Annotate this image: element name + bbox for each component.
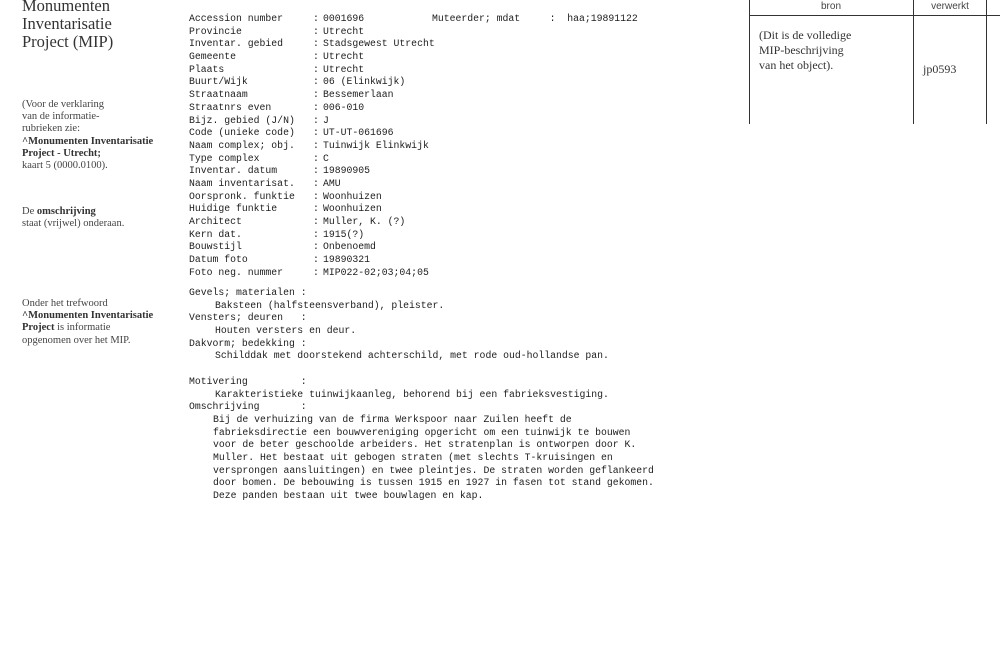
field-label: Accession number	[189, 13, 284, 24]
desc-line: MIP-beschrijving	[759, 43, 844, 57]
field-value: Utrecht	[323, 25, 365, 37]
field-label: Kern dat.	[189, 228, 242, 240]
record-row	[189, 267, 435, 280]
field-value: Muller, K. (?)	[323, 216, 406, 227]
desc-line: van het object).	[759, 58, 834, 72]
left-sidebar	[0, 0, 175, 649]
field-separator: :	[313, 13, 319, 24]
note-line: rubrieken zie:	[22, 123, 81, 135]
note-line: Onder het trefwoord	[22, 298, 108, 309]
note-bold-line: ^Monumenten Inventarisatie	[22, 135, 154, 147]
description-line: Bij de verhuizing van de firma Werkspoor naar Zuilen heeft de	[213, 413, 572, 425]
note-bold-line: Project - Utrecht;	[22, 147, 101, 159]
table-header-divider	[749, 15, 1000, 16]
record-row	[189, 165, 435, 178]
field-value: Onbenoemd	[323, 241, 376, 253]
mutation-label: Muteerder; mdat	[432, 13, 521, 24]
field-separator: :	[313, 114, 319, 126]
field-value: Tuinwijk Elinkwijk	[323, 139, 429, 151]
field-value: 19890321	[323, 254, 371, 266]
field-value: MIP022-02;03;04;05	[323, 266, 429, 278]
field-label: Naam complex; obj.	[189, 139, 295, 151]
field-separator: :	[313, 216, 319, 227]
field-value: Stadsgewest Utrecht	[323, 38, 435, 50]
table-border	[913, 0, 914, 124]
section-value-dakvorm: Schilddak met doorstekend achterschild, met rode oud-hollandse pan.	[215, 350, 609, 362]
table-border	[986, 0, 987, 124]
field-separator: :	[313, 76, 319, 88]
field-value: Woonhuizen	[323, 190, 382, 202]
field-separator: :	[313, 203, 319, 215]
note-line: kaart 5 (0000.0100).	[22, 160, 108, 172]
field-label: Provincie	[189, 25, 242, 37]
field-value: 06 (Elinkwijk)	[323, 76, 406, 88]
record-sections	[189, 287, 654, 503]
field-label: Huidige funktie	[189, 203, 278, 215]
field-separator: :	[313, 139, 319, 151]
description-body	[189, 414, 654, 503]
note-line: is informatie	[54, 322, 111, 334]
record-row	[189, 153, 435, 166]
note-line: (Voor de verklaring	[22, 99, 105, 110]
table-border	[749, 0, 750, 124]
title-line: Project (MIP)	[22, 32, 114, 51]
mutation-info: Muteerder; mdat : haa;19891122	[432, 13, 638, 24]
field-separator: :	[313, 25, 319, 37]
title-line: Monumenten	[22, 0, 110, 15]
field-value: UT-UT-061696	[323, 127, 394, 139]
source-description	[759, 28, 851, 73]
record-fields	[189, 13, 435, 279]
column-header-verwerkt: verwerkt	[931, 1, 969, 12]
section-heading-motivering: Motivering :	[189, 375, 307, 387]
field-separator: :	[313, 127, 319, 139]
field-value: 006-010	[323, 101, 365, 113]
field-label: Gemeente	[189, 51, 237, 63]
note-bold-word: omschrijving	[36, 206, 96, 217]
field-label: Datum foto	[189, 254, 248, 266]
record-row	[189, 140, 435, 153]
note-explanation	[22, 99, 153, 172]
section-heading-dakvorm: Dakvorm; bedekking :	[189, 337, 307, 349]
record-row	[189, 89, 435, 102]
record-row	[189, 76, 435, 89]
record-row	[189, 254, 435, 267]
record-row	[189, 178, 435, 191]
note-line: van de informatie-	[22, 111, 100, 123]
description-line: fabrieksdirectie een bouwvereniging opgericht om een tuinwijk te bouwen	[213, 426, 631, 438]
processed-code: jp0593	[923, 62, 957, 76]
field-label: Inventar. gebied	[189, 38, 284, 50]
record-row	[189, 115, 435, 128]
field-separator: :	[313, 241, 319, 253]
field-value: 0001696	[323, 13, 365, 24]
record-row	[189, 64, 435, 77]
section-heading-vensters: Vensters; deuren :	[189, 312, 307, 324]
note-bold-word: Project	[22, 322, 55, 334]
record-row	[189, 102, 435, 115]
section-value-gevels: Baksteen (halfsteensverband), pleister.	[215, 299, 445, 311]
field-value: J	[323, 114, 329, 126]
description-line: voor de beter geschoolde arbeiders. Het stratenplan is ontworpen door K.	[213, 439, 637, 451]
field-value: Utrecht	[323, 63, 365, 75]
field-separator: :	[313, 38, 319, 50]
note-prefix: De	[22, 206, 37, 217]
field-separator: :	[313, 190, 319, 202]
field-label: Architect	[189, 216, 242, 227]
field-separator: :	[313, 51, 319, 63]
note-line: opgenomen over het MIP.	[22, 334, 131, 346]
record-row	[189, 229, 435, 242]
section-value-vensters: Houten versters en deur.	[215, 325, 357, 337]
record-row	[189, 38, 435, 51]
note-line: staat (vrijwel) onderaan.	[22, 218, 125, 230]
field-label: Oorspronk. funktie	[189, 190, 295, 202]
desc-line: (Dit is de volledige	[759, 28, 852, 42]
field-label: Straatnrs even	[189, 101, 272, 113]
section-heading-gevels: Gevels; materialen :	[189, 287, 307, 298]
description-line: versprongen aansluitingen) en twee pleintjes. De straten worden geflankeerd	[213, 464, 654, 476]
field-value: 1915(?)	[323, 228, 365, 240]
field-label: Straatnaam	[189, 89, 248, 101]
record-row	[189, 191, 435, 204]
field-label: Type complex	[189, 152, 260, 164]
note-keyword	[22, 298, 153, 347]
record-row	[189, 51, 435, 64]
field-label: Foto neg. nummer	[189, 266, 284, 278]
note-description	[22, 206, 124, 230]
field-label: Naam inventarisat.	[189, 177, 295, 189]
note-bold-line: ^Monumenten Inventarisatie	[22, 310, 154, 322]
record-row	[189, 13, 435, 26]
record-row	[189, 216, 435, 229]
field-label: Plaats	[189, 63, 225, 75]
field-value: C	[323, 152, 329, 164]
field-value: Utrecht	[323, 51, 365, 63]
spacer	[189, 363, 654, 376]
source-table	[749, 0, 1000, 124]
record-row	[189, 203, 435, 216]
field-separator: :	[313, 254, 319, 266]
record-row	[189, 26, 435, 39]
page-title	[22, 0, 113, 51]
field-separator: :	[313, 177, 319, 189]
field-label: Bouwstijl	[189, 241, 242, 253]
title-line: Inventarisatie	[22, 14, 112, 33]
field-separator: :	[313, 228, 319, 240]
column-header-bron: bron	[820, 1, 841, 12]
mutation-value: haa;19891122	[567, 13, 638, 24]
field-value: AMU	[323, 177, 341, 189]
description-line: Muller. Het bestaat uit gebogen straten (met slechts T-kruisingen en	[213, 451, 613, 463]
field-value: 19890905	[323, 165, 371, 177]
field-separator: :	[313, 89, 319, 101]
field-separator: :	[313, 63, 319, 75]
description-line: door bomen. De bebouwing is tussen 1915 en 1927 in fasen tot stand gekomen.	[213, 477, 654, 489]
field-separator: :	[313, 101, 319, 113]
record-row	[189, 241, 435, 254]
field-separator: :	[313, 165, 319, 177]
field-label: Buurt/Wijk	[189, 76, 248, 88]
field-separator: :	[313, 266, 319, 278]
field-label: Bijz. gebied (J/N)	[189, 114, 295, 126]
field-value: Bessemerlaan	[323, 89, 394, 101]
description-line: Deze panden bestaan uit twee bouwlagen en kap.	[213, 490, 484, 501]
record-row	[189, 127, 435, 140]
field-value: Woonhuizen	[323, 203, 382, 215]
section-value-motivering: Karakteristieke tuinwijkaanleg, behorend bij een fabrieksvestiging.	[215, 388, 609, 400]
section-heading-omschrijving: Omschrijving :	[189, 401, 307, 413]
field-label: Inventar. datum	[189, 165, 278, 177]
field-separator: :	[313, 152, 319, 164]
field-label: Code (unieke code)	[189, 127, 295, 139]
